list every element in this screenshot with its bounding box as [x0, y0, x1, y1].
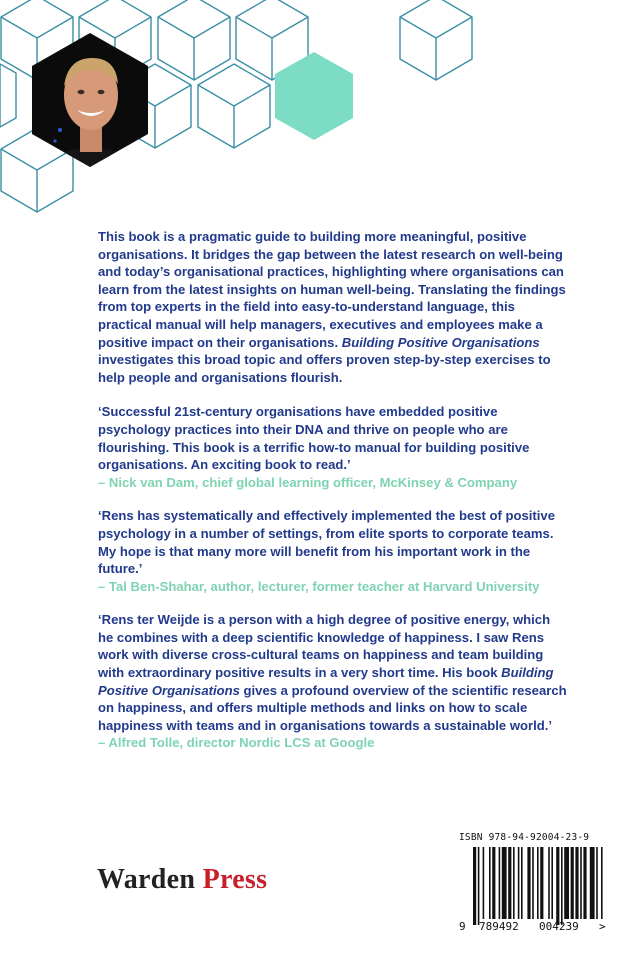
- barcode-bar: [492, 847, 495, 919]
- barcode-bar: [473, 847, 476, 925]
- barcode-bar: [478, 847, 480, 925]
- barcode-group-2: 004239: [539, 920, 579, 933]
- hex-cube: [400, 0, 472, 80]
- barcode-bar: [502, 847, 507, 919]
- publisher-name-part: Press: [202, 864, 268, 895]
- author-portrait: [0, 0, 220, 190]
- testimonial-text: [98, 611, 568, 734]
- barcode-bar: [489, 847, 491, 919]
- barcode-bar: [580, 847, 582, 919]
- barcode-bar: [601, 847, 603, 919]
- barcode-bar: [561, 847, 563, 925]
- barcode-bar: [548, 847, 550, 919]
- publisher-name-part: Warden: [97, 864, 203, 895]
- barcode-bar: [483, 847, 485, 919]
- barcode-bar: [521, 847, 523, 919]
- testimonial-attribution: – Tal Ben-Shahar, author, lecturer, former teacher at Harvard University: [98, 578, 540, 594]
- barcode-bar: [564, 847, 569, 919]
- barcode-bar: [532, 847, 534, 919]
- barcode-bar: [513, 847, 515, 919]
- barcode-bar: [518, 847, 520, 919]
- barcode-bar: [540, 847, 543, 919]
- testimonial: [98, 611, 568, 752]
- barcode-bar: [571, 847, 574, 919]
- testimonial-text-part: ‘Rens ter Weijde is a person with a high degree of positive energy, which he combines with a deep scientific knowledge of happiness. I saw Rens work with diverse cross-cultural teams on happiness and team building with extraordinary positive results in a very short time. His book: [98, 612, 551, 681]
- barcode: [459, 847, 605, 927]
- testimonial: [98, 403, 568, 491]
- barcode-bar: [551, 847, 553, 919]
- barcode-group-1: 789492: [479, 920, 519, 933]
- testimonial-text: ‘Successful 21st-century organisations have embedded positive psychology practices into their DNA and thrive on people who are flourishing. This book is a terrific how-to manual for building positive organisations. An exciting book to read.’: [98, 404, 530, 473]
- barcode-bar: [508, 847, 511, 919]
- barcode-digits: [459, 920, 606, 933]
- barcode-lead-digit: 9: [459, 920, 466, 933]
- testimonial: [98, 507, 568, 595]
- barcode-bar: [575, 847, 578, 919]
- book-description: [98, 228, 568, 386]
- barcode-bar: [499, 847, 501, 919]
- barcode-bar: [596, 847, 598, 919]
- testimonial-attribution: – Nick van Dam, chief global learning officer, McKinsey & Company: [98, 474, 518, 490]
- book-title: Building Positive Organisations: [98, 665, 554, 698]
- barcode-bar: [527, 847, 530, 919]
- publisher-logo: [97, 864, 267, 896]
- mint-hexagon: [275, 52, 353, 140]
- book-title: Building Positive Organisations: [341, 334, 540, 350]
- testimonial-text-part: gives a profound overview of the scientific research on happiness, and offers multiple methods and links on how to scale happiness with teams and in organisations towards a sustainable world.’: [98, 682, 567, 733]
- barcode-bar: [590, 847, 595, 919]
- barcode-arrow: >: [599, 920, 606, 933]
- barcode-bar: [537, 847, 539, 919]
- testimonial-text: ‘Rens has systematically and effectively implemented the best of positive psychology in a number of settings, from elite sports to corporate teams. My hope is that many more will benefit from his important work in the future.’: [98, 508, 555, 577]
- barcode-bar: [583, 847, 586, 919]
- description-text: investigates this broad topic and offers proven step-by-step exercises to help people and organisations flourish.: [98, 352, 551, 385]
- description-text: This book is a pragmatic guide to building more meaningful, positive organisations. It bridges the gap between the latest research on well-being and today’s organisational practices, highlighting where organisations can learn from the latest insights on human well-being. Translating the findings from top experts in the field into easy-to-understand language, this practical manual will help managers, executives and employees make a positive impact on their organisations.: [98, 229, 566, 350]
- barcode-bar: [556, 847, 559, 925]
- isbn-label: ISBN 978-94-92004-23-9: [459, 832, 590, 843]
- testimonial-attribution: – Alfred Tolle, director Nordic LCS at Google: [98, 735, 375, 751]
- back-cover-text: [98, 228, 568, 768]
